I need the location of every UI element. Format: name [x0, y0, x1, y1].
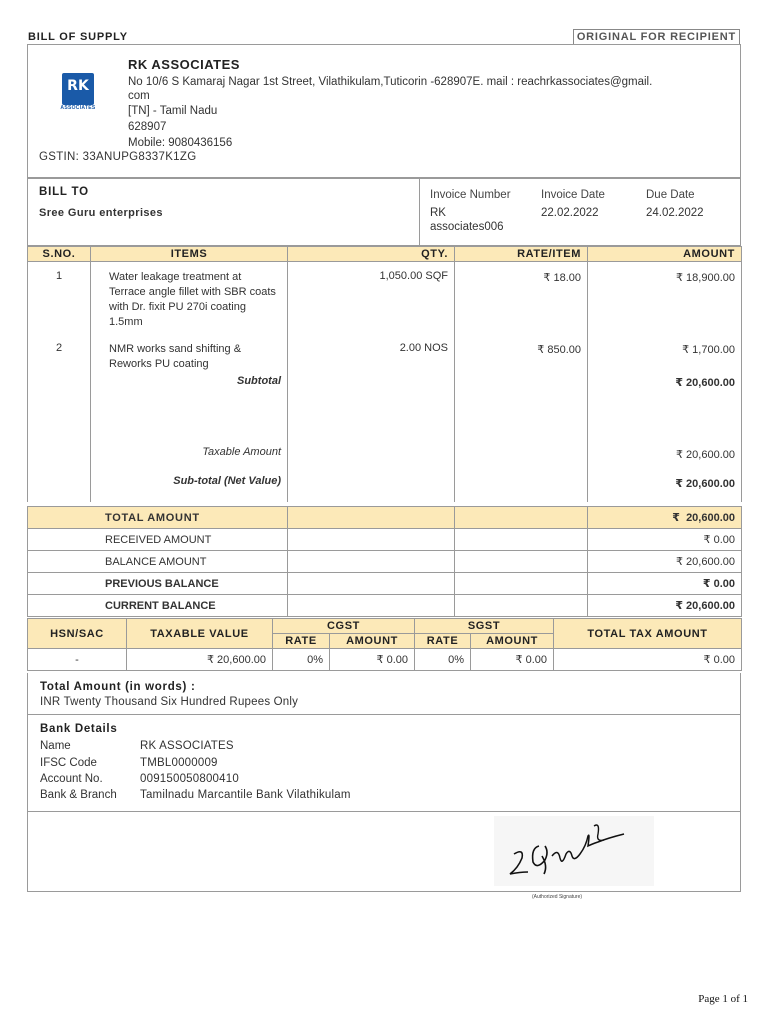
bill-to-label: BILL TO	[39, 186, 89, 198]
page-number: Page 1 of 1	[698, 993, 748, 1005]
tax-header-row	[28, 619, 742, 634]
taxable-value-cell: ₹ 20,600.00	[127, 649, 273, 671]
company-logo	[62, 73, 94, 105]
items-header-row	[28, 247, 742, 262]
header-sgst-amount: AMOUNT	[471, 634, 554, 649]
totals-table	[27, 506, 742, 617]
company-name: RK ASSOCIATES	[128, 57, 240, 72]
total-amount-label: TOTAL AMOUNT	[28, 507, 288, 529]
bank-details-title: Bank Details	[40, 723, 118, 735]
row-item: Water leakage treatment at Terrace angle fillet with SBR coats with Dr. fixit PU 270i coating 1.5mm	[91, 262, 288, 332]
header-items: ITEMS	[91, 247, 288, 262]
row-sno: 2	[28, 332, 91, 372]
previous-balance-value: ₹ 0.00	[588, 573, 742, 595]
row-sno: 1	[28, 262, 91, 332]
header-cgst-amount: AMOUNT	[330, 634, 415, 649]
bank-name-label: Name	[40, 740, 71, 752]
row-qty: 2.00 NOS	[288, 332, 455, 372]
invoice-date: 22.02.2022	[541, 207, 599, 219]
company-address-line2: com	[128, 90, 150, 102]
net-value: ₹ 20,600.00	[588, 473, 742, 502]
previous-balance-row	[28, 573, 742, 595]
invoice-number-line2: associates006	[430, 221, 504, 233]
row-item: NMR works sand shifting & Reworks PU coating	[91, 332, 288, 372]
company-state: [TN] - Tamil Nadu	[128, 105, 218, 117]
company-gstin: GSTIN: 33ANUPG8337K1ZG	[39, 151, 197, 163]
total-amount-row	[28, 507, 742, 529]
received-row	[28, 529, 742, 551]
table-row	[28, 332, 742, 372]
taxable-value: ₹ 20,600.00	[588, 444, 742, 473]
account-number-label: Account No.	[40, 773, 103, 785]
bank-details-section	[27, 715, 741, 812]
header-cgst-rate: RATE	[273, 634, 330, 649]
invoice-number-label: Invoice Number	[430, 189, 511, 201]
sgst-amount: ₹ 0.00	[471, 649, 554, 671]
received-value: ₹ 0.00	[588, 529, 742, 551]
subtotal-row	[28, 372, 742, 444]
company-section	[27, 44, 741, 178]
header-taxable-value: TAXABLE VALUE	[127, 619, 273, 649]
row-amount: ₹ 18,900.00	[588, 262, 742, 332]
cgst-amount: ₹ 0.00	[330, 649, 415, 671]
cgst-rate: 0%	[273, 649, 330, 671]
bank-branch: Tamilnadu Marcantile Bank Vilathikulam	[140, 789, 351, 801]
row-amount: ₹ 1,700.00	[588, 332, 742, 372]
company-pincode: 628907	[128, 121, 167, 133]
bank-branch-label: Bank & Branch	[40, 789, 117, 801]
signature-image	[494, 816, 654, 886]
header-total-tax: TOTAL TAX AMOUNT	[554, 619, 742, 649]
previous-balance-label: PREVIOUS BALANCE	[28, 573, 288, 595]
header-sgst: SGST	[415, 619, 554, 634]
account-number: 009150050800410	[140, 773, 239, 785]
header-sgst-rate: RATE	[415, 634, 471, 649]
signature-section	[27, 812, 741, 892]
balance-row	[28, 551, 742, 573]
document-type: BILL OF SUPPLY	[28, 31, 128, 43]
current-balance-value: ₹ 20,600.00	[588, 595, 742, 617]
current-balance-row	[28, 595, 742, 617]
sgst-rate: 0%	[415, 649, 471, 671]
logo-text: RK	[67, 78, 89, 94]
amount-in-words-label: Total Amount (in words) :	[40, 681, 196, 693]
current-balance-label: CURRENT BALANCE	[28, 595, 288, 617]
logo-subtext: ASSOCIATES	[60, 105, 96, 111]
taxable-row	[28, 444, 742, 473]
header-amount: AMOUNT	[588, 247, 742, 262]
row-rate: ₹ 18.00	[455, 262, 588, 332]
amount-in-words-section	[27, 673, 741, 715]
bank-account-name: RK ASSOCIATES	[140, 740, 234, 752]
customer-name: Sree Guru enterprises	[39, 207, 163, 219]
copy-label: ORIGINAL FOR RECIPIENT	[573, 29, 740, 45]
ifsc-code: TMBL0000009	[140, 757, 218, 769]
company-address-line1: No 10/6 S Kamaraj Nagar 1st Street, Vilathikulam,Tuticorin -628907E. mail : reachrkassociates@gmail.	[128, 76, 653, 88]
header-sno: S.NO.	[28, 247, 91, 262]
net-value-label: Sub-total (Net Value)	[91, 473, 288, 502]
taxable-label: Taxable Amount	[91, 444, 288, 473]
tax-row	[28, 649, 742, 671]
net-value-row	[28, 473, 742, 502]
divider	[419, 179, 420, 245]
due-date: 24.02.2022	[646, 207, 704, 219]
signature-caption: (Authorized Signature)	[532, 894, 583, 900]
total-amount-value: ₹ 20,600.00	[588, 507, 742, 529]
balance-value: ₹ 20,600.00	[588, 551, 742, 573]
subtotal-value: ₹ 20,600.00	[588, 372, 742, 444]
invoice-date-label: Invoice Date	[541, 189, 605, 201]
subtotal-label: Subtotal	[91, 372, 288, 444]
row-rate: ₹ 850.00	[455, 332, 588, 372]
amount-in-words: INR Twenty Thousand Six Hundred Rupees Only	[40, 696, 299, 708]
bill-to-section	[27, 178, 741, 246]
due-date-label: Due Date	[646, 189, 695, 201]
header-cgst: CGST	[273, 619, 415, 634]
header-hsn: HSN/SAC	[28, 619, 127, 649]
hsn-value: -	[28, 649, 127, 671]
ifsc-label: IFSC Code	[40, 757, 97, 769]
items-table	[27, 246, 742, 502]
company-mobile: Mobile: 9080436156	[128, 137, 233, 149]
total-tax-amount: ₹ 0.00	[554, 649, 742, 671]
tax-summary-table	[27, 618, 742, 671]
row-qty: 1,050.00 SQF	[288, 262, 455, 332]
table-row	[28, 262, 742, 332]
invoice-number-line1: RK	[430, 207, 446, 219]
balance-label: BALANCE AMOUNT	[28, 551, 288, 573]
header-qty: QTY.	[288, 247, 455, 262]
invoice-number	[430, 206, 504, 234]
header-rate: RATE/ITEM	[455, 247, 588, 262]
received-label: RECEIVED AMOUNT	[28, 529, 288, 551]
